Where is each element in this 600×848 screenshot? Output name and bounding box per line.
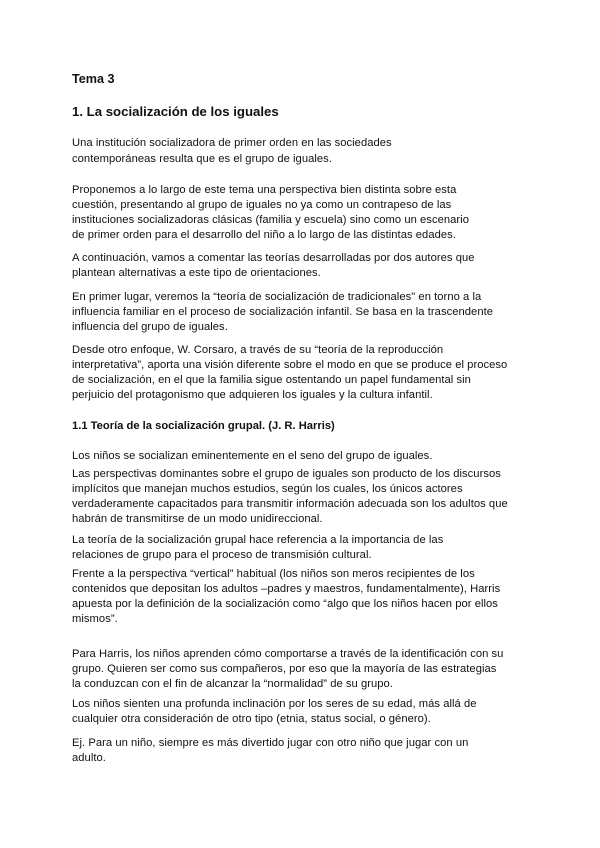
paragraph-line: apuesta por la definición de la socialización como “algo que los niños hacen por ellos	[72, 598, 498, 610]
paragraph-line: habrán de transmitirse de un modo unidireccional.	[72, 513, 323, 525]
paragraph-line: En primer lugar, veremos la “teoría de socialización de tradicionales" en torno a la	[72, 291, 482, 303]
paragraph-line: adulto.	[72, 752, 106, 764]
paragraph-line: contenidos que depositan los adultos –padres y maestros, fundamentalmente), Harris	[72, 583, 501, 595]
paragraph-line: implícitos que manejan muchos estudios, según los cuales, los únicos actores	[72, 483, 463, 495]
paragraph-line: Proponemos a lo largo de este tema una perspectiva bien distinta sobre esta	[72, 184, 457, 196]
paragraph-line: mismos”.	[72, 613, 118, 625]
paragraph-line: Ej. Para un niño, siempre es más divertido jugar con otro niño que jugar con un	[72, 737, 469, 749]
paragraph-line: relaciones de grupo para el proceso de transmisión cultural.	[72, 549, 372, 561]
paragraph-line: plantean alternativas a este tipo de orientaciones.	[72, 267, 321, 279]
paragraph-line: A continuación, vamos a comentar las teorías desarrolladas por dos autores que	[72, 252, 475, 264]
paragraph-line: Desde otro enfoque, W. Corsaro, a través de su “teoría de la reproducción	[72, 344, 444, 356]
paragraph-line: perjuicio del protagonismo que adquieren los iguales y la cultura infantil.	[72, 389, 433, 401]
topic-title: Tema 3	[72, 72, 115, 86]
paragraph-line: La teoría de la socialización grupal hace referencia a la importancia de las	[72, 534, 444, 546]
paragraph-line: verdaderamente capacitados para transmitir información adecuada son los adultos que	[72, 498, 508, 510]
paragraph-line: de socialización, en el que la familia sigue ostentando un papel fundamental sin	[72, 374, 471, 386]
paragraph-line: interpretativa”, aporta una visión diferente sobre el modo en que se produce el proceso	[72, 359, 508, 371]
paragraph-line: Frente a la perspectiva “vertical” habitual (los niños son meros recipientes de los	[72, 568, 475, 580]
paragraph-line: influencia familiar en el proceso de socialización infantil. Se basa en la trascendente	[72, 306, 494, 318]
paragraph-line: Una institución socializadora de primer orden en las sociedades	[72, 137, 392, 149]
subsection-title: 1.1 Teoría de la socialización grupal. (J. R. Harris)	[72, 420, 335, 432]
paragraph-line: Las perspectivas dominantes sobre el grupo de iguales son producto de los discursos	[72, 468, 501, 480]
paragraph-line: de primer orden para el desarrollo del niño a lo largo de las distintas edades.	[72, 229, 456, 241]
paragraph-line: cualquier otra consideración de otro tipo (etnia, status social, o género).	[72, 713, 431, 725]
paragraph-line: Para Harris, los niños aprenden cómo comportarse a través de la identificación con su	[72, 648, 504, 660]
paragraph-line: Los niños se socializan eminentemente en el seno del grupo de iguales.	[72, 450, 433, 462]
paragraph-line: cuestión, presentando al grupo de iguales no ya como un contrapeso de las	[72, 199, 452, 211]
paragraph-line: Los niños sienten una profunda inclinación por los seres de su edad, más allá de	[72, 698, 477, 710]
paragraph-line: influencia del grupo de iguales.	[72, 321, 228, 333]
paragraph-line: grupo. Quieren ser como sus compañeros, por eso que la mayoría de las estrategias	[72, 663, 497, 675]
paragraph-line: contemporáneas resulta que es el grupo de iguales.	[72, 153, 332, 165]
section-title: 1. La socialización de los iguales	[72, 104, 279, 119]
paragraph-line: instituciones socializadoras clásicas (familia y escuela) sino como un escenario	[72, 214, 469, 226]
paragraph-line: la conduzcan con el fin de alcanzar la “normalidad” de su grupo.	[72, 678, 393, 690]
